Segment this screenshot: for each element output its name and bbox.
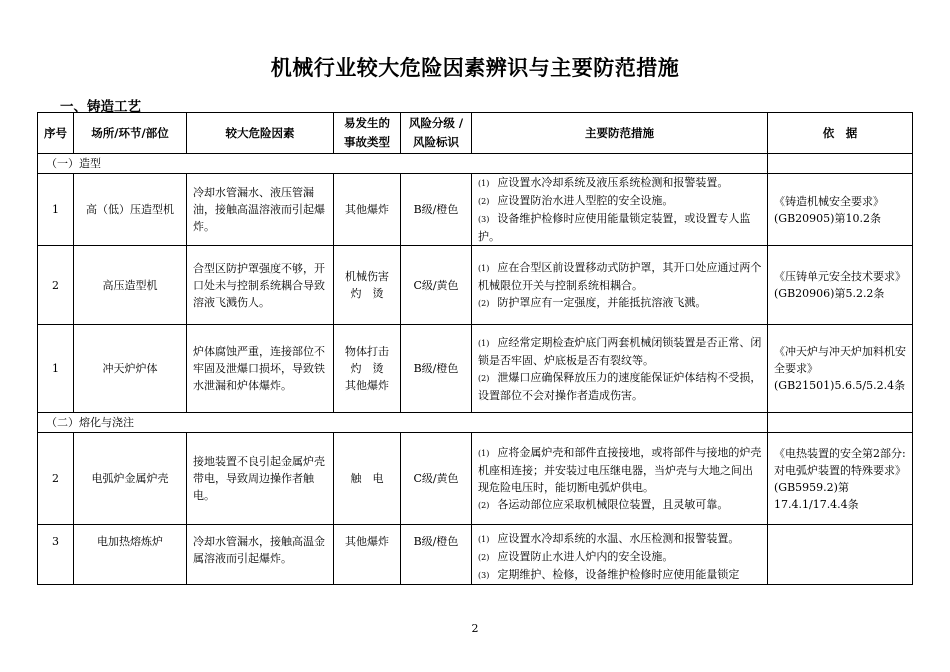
header-accident-line2: 事故类型: [344, 135, 390, 149]
row-accident: [334, 246, 401, 325]
accident-type: 灼 烫: [350, 362, 384, 375]
accident-type: 物体打击: [345, 345, 389, 358]
accident-type: 触 电: [350, 472, 384, 485]
row-place: 冲天炉炉体: [74, 325, 187, 413]
measure-item: (1) 应设置水冷却系统及液压系统检测和报警装置。: [478, 176, 729, 189]
row-basis: 《压铸单元安全技术要求》(GB20906)第5.2.2条: [768, 246, 913, 325]
page-number: 2: [471, 622, 479, 635]
measure-item: (2) 应设置防治水进人型腔的安全设施。: [478, 194, 674, 207]
document-title: 机械行业较大危险因素辨识与主要防范措施: [270, 56, 680, 80]
row-seq: 2: [38, 246, 74, 325]
hazard-table: [37, 112, 913, 585]
header-risk: [401, 113, 472, 154]
measure-item: (2) 应设置防止水进人炉内的安全设施。: [478, 550, 674, 563]
header-risk-line2: 风险标识: [413, 135, 459, 149]
row-measures: [472, 433, 768, 525]
row-risk: C级/黄色: [401, 433, 472, 525]
subsection-row: [38, 413, 913, 433]
row-measures: [472, 325, 768, 413]
row-seq: 1: [38, 174, 74, 246]
subsection-empty-cell: [768, 413, 913, 433]
measure-item: (3) 设备维护检修时应使用能量锁定装置，或设置专人监护。: [478, 212, 751, 243]
accident-type: 灼 烫: [350, 287, 384, 300]
header-accident: [334, 113, 401, 154]
row-hazard: 接地装置不良引起金属炉壳带电，导致周边操作者触电。: [187, 433, 334, 525]
row-hazard: 合型区防护罩强度不够，开口处未与控制系统耦合导致溶液飞溅伤人。: [187, 246, 334, 325]
measure-item: (1) 应设置水冷却系统的水温、水压检测和报警装置。: [478, 532, 740, 545]
row-basis: 《冲天炉与冲天炉加料机安全要求》(GB21501)5.6.5/5.2.4条: [768, 325, 913, 413]
subsection-empty-cell: [768, 154, 913, 174]
row-measures: [472, 174, 768, 246]
row-place: 高（低）压造型机: [74, 174, 187, 246]
measure-item: (1) 应在合型区前设置移动式防护罩，其开口处应通过两个机械限位开关与控制系统相耦合。: [478, 260, 762, 292]
subsection-molding: （一）造型: [38, 154, 768, 174]
measure-item: (2) 各运动部位应采取机械限位装置，且灵敏可靠。: [478, 497, 729, 511]
row-accident: [334, 433, 401, 525]
accident-type: 其他爆炸: [345, 203, 389, 216]
section-heading: 一、铸造工艺: [60, 99, 141, 115]
measure-item: (2) 泄爆口应确保释放压力的速度能保证炉体结构不受损，设置部位不会对操作者造成伤害。: [478, 370, 762, 402]
row-place: 电弧炉金属炉壳: [74, 433, 187, 525]
row-accident: [334, 525, 401, 585]
table-row: [38, 325, 913, 413]
header-place: 场所/环节/部位: [74, 113, 187, 154]
header-accident-line1: 易发生的: [344, 116, 390, 130]
row-risk: B级/橙色: [401, 525, 472, 585]
row-seq: 1: [38, 325, 74, 413]
row-risk: B级/橙色: [401, 174, 472, 246]
row-hazard: 冷却水管漏水、液压管漏油，接触高温溶液而引起爆炸。: [187, 174, 334, 246]
subsection-row: [38, 154, 913, 174]
row-measures: [472, 246, 768, 325]
row-measures: [472, 525, 768, 585]
table-row: [38, 525, 913, 585]
row-seq: 2: [38, 433, 74, 525]
row-risk: C级/黄色: [401, 246, 472, 325]
table-header-row: [38, 113, 913, 154]
row-hazard: 炉体腐蚀严重，连接部位不牢固及泄爆口损坏，导致铁水泄漏和炉体爆炸。: [187, 325, 334, 413]
measure-item: (1) 应将金属炉壳和部件直接接地，或将部件与接地的炉壳机座相连接；并安装过电压继电器，当炉壳与大地之间出现危险电压时，能切断电弧炉供电。: [478, 445, 762, 494]
table-row: [38, 433, 913, 525]
row-seq: 3: [38, 525, 74, 585]
header-measures: 主要防范措施: [472, 113, 768, 154]
measure-item: (3) 定期维护、检修，设备维护检修时应使用能量锁定: [478, 568, 740, 581]
table-row: [38, 174, 913, 246]
row-basis: [768, 525, 913, 585]
subsection-melting: （二）熔化与浇注: [38, 413, 768, 433]
row-accident: [334, 174, 401, 246]
header-seq: 序号: [38, 113, 74, 154]
header-basis: 依 据: [768, 113, 913, 154]
row-hazard: 冷却水管漏水，接触高温金属溶液而引起爆炸。: [187, 525, 334, 585]
accident-type: 其他爆炸: [345, 535, 389, 548]
measure-item: (2) 防护罩应有一定强度，并能抵抗溶液飞溅。: [478, 295, 707, 309]
row-place: 电加热熔炼炉: [74, 525, 187, 585]
table-row: [38, 246, 913, 325]
row-accident: [334, 325, 401, 413]
header-hazard: 较大危险因素: [187, 113, 334, 154]
accident-type: 机械伤害: [345, 270, 389, 283]
measure-item: (1) 应经常定期检查炉底门两套机械闭锁装置是否正常、闭锁是否牢固、炉底板是否有裂纹等。: [478, 335, 762, 367]
row-place: 高压造型机: [74, 246, 187, 325]
row-risk: B级/橙色: [401, 325, 472, 413]
row-basis: 《电热装置的安全第2部分:对电弧炉装置的特殊要求》(GB5959.2)第17.4.1/17.4.4条: [768, 433, 913, 525]
row-basis: 《铸造机械安全要求》(GB20905)第10.2条: [768, 174, 913, 246]
header-risk-line1: 风险分级 /: [408, 116, 464, 130]
accident-type: 其他爆炸: [345, 379, 389, 392]
